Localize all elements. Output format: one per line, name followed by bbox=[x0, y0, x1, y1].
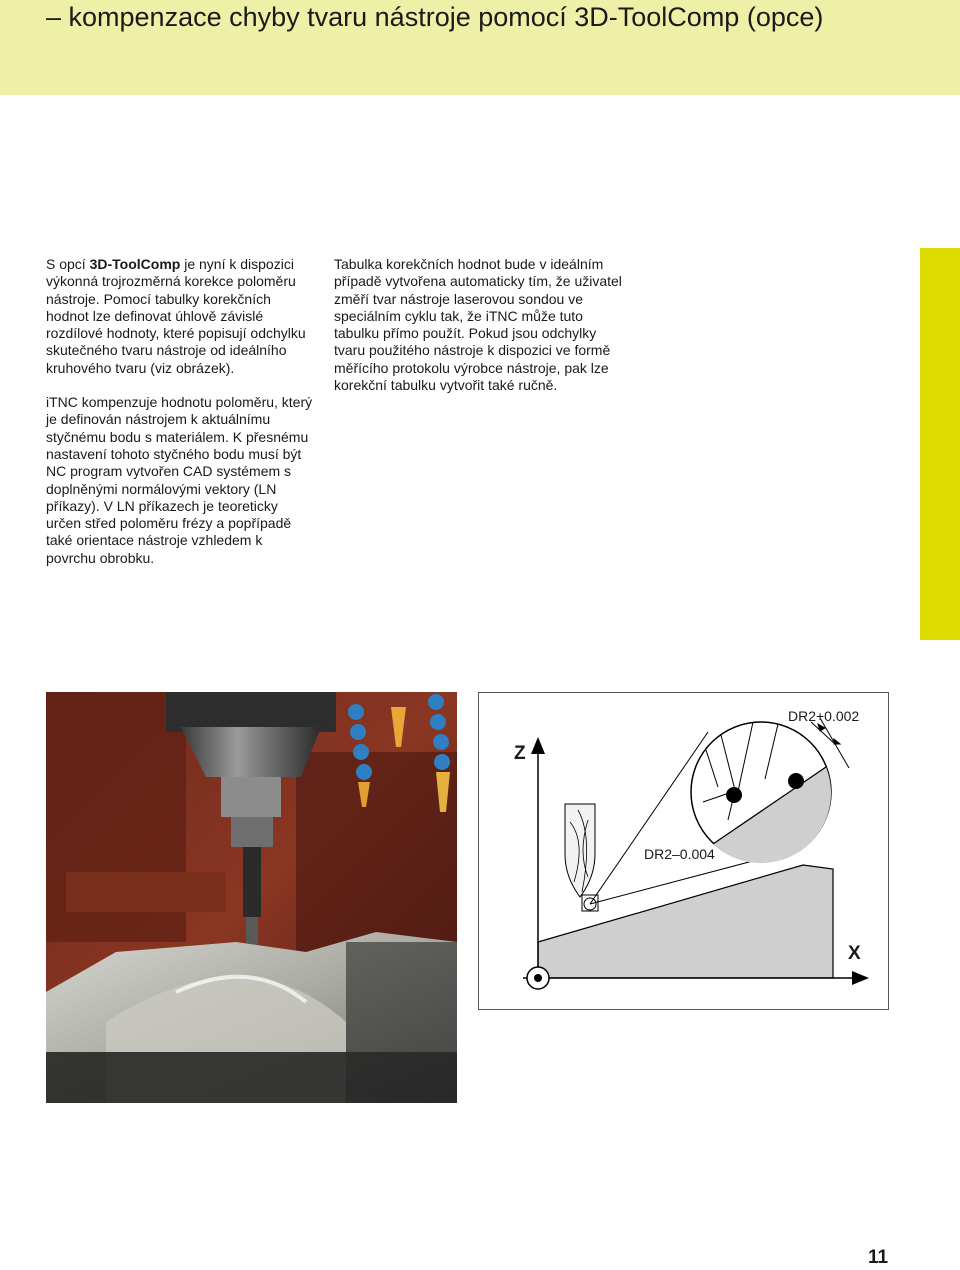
text-column-left bbox=[46, 256, 316, 584]
text-column-right bbox=[334, 256, 624, 411]
paragraph-table: Tabulka korekčních hodnot bude v ideálním případě vytvořena automaticky tím, že uživatel změří tvar nástroje laserovou sondou ve speciálním cyklu tak, že iTNC může tuto tabulku přímo použít. Pokud jsou odchylky tvaru použitého nástroje k dispozici ve formě měřícího protokolu výrobce nástroje, pak lze korekční tabulku vytvořit také ručně. bbox=[334, 256, 622, 394]
label-dr2-minus: DR2–0.004 bbox=[644, 846, 715, 862]
paragraph-intro bbox=[46, 256, 316, 377]
machining-photo-illustration bbox=[46, 692, 457, 1103]
axis-label-x: X bbox=[848, 943, 861, 964]
product-name: 3D-ToolComp bbox=[89, 256, 181, 272]
origin-dot bbox=[534, 974, 542, 982]
contact-point-plus bbox=[788, 773, 804, 789]
chapter-tab bbox=[920, 248, 960, 640]
machining-photo bbox=[46, 692, 457, 1103]
tool-compensation-diagram bbox=[478, 692, 889, 1010]
intro-text-start: S opcí bbox=[46, 256, 90, 272]
page-number: 11 bbox=[868, 1247, 889, 1268]
paragraph-compensation: iTNC kompenzuje hodnotu poloměru, který je definován nástrojem k aktuálnímu styčnému bodu s materiálem. K přesnému nastavení tohoto styčného bodu musí být NC program vytvořen CAD systémem s doplněnými normálovými vektory (LN příkazy). V LN příkazech je teoreticky určen střed poloměru frézy a popřípadě také orientace nástroje vzhledem k povrchu obrobku. bbox=[46, 394, 313, 566]
page-title: – kompenzace chyby tvaru nástroje pomocí 3D-ToolComp (opce) bbox=[46, 2, 824, 32]
intro-text-rest: je nyní k dispozici výkonná trojrozměrná korekce poloměru nástroje. Pomocí tabulky korekčních hodnot lze definovat úhlově závislé rozdílové hodnoty, které popisují odchylku skutečného tvaru nástroje od ideálního kruhového tvaru (viz obrázek). bbox=[46, 256, 306, 376]
label-dr2-plus: DR2+0.002 bbox=[788, 708, 860, 724]
diagram-canvas bbox=[478, 692, 889, 1010]
axis-label-z: Z bbox=[514, 743, 526, 764]
